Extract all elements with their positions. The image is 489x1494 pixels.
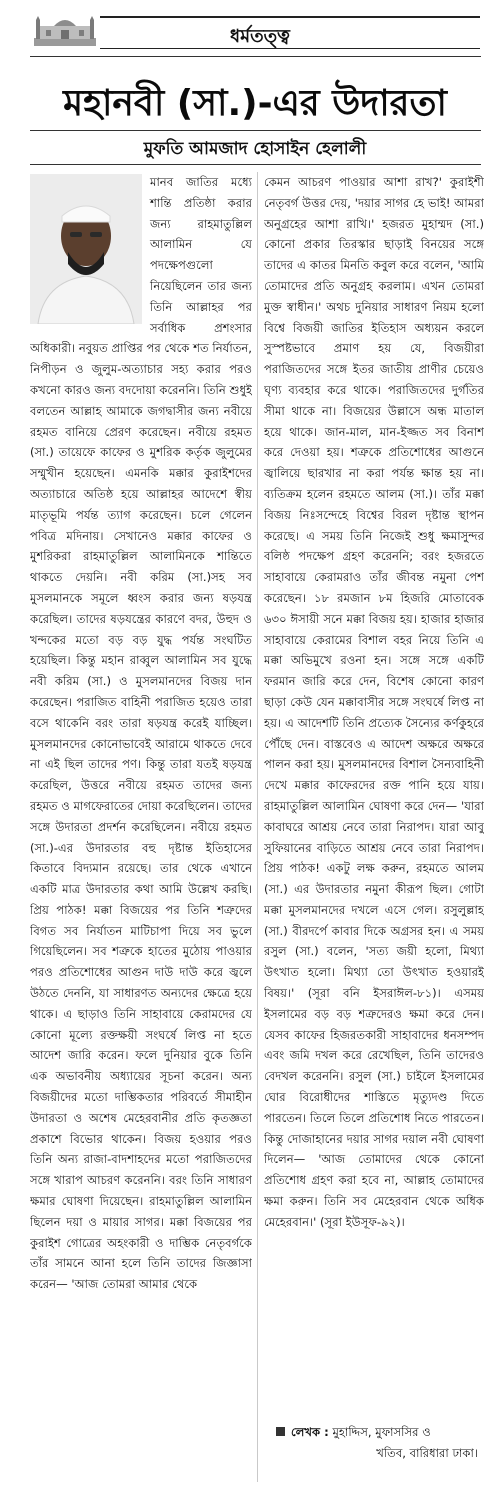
article-column-right: [264, 172, 484, 1412]
banner-top-rule: [100, 16, 480, 18]
banner-bottom-rule: [100, 48, 480, 49]
section-label: ধর্মতত্ত্ব: [230, 26, 290, 47]
author-affiliation: খতিব, বারিধারা ঢাকা।: [376, 1446, 478, 1460]
article-text-right: কেমন আচরণ পাওয়ার আশা রাখ?' কুরাইশী নেতৃবর্গ উত্তর দেয়, 'দয়ার সাগর হে ভাই! আমরা অনুগ্রহের আশা রাখি।' হজরত মুহাম্মদ (সা.) কোনো প্রকার তিরস্কার ছাড়াই বিনয়ের সঙ্গে তাদের এ কাতর মিনতি কবুল করে বলেন, 'আমি তোমাদের প্রতি অনুগ্রহ করলাম। এখন তোমরা মুক্ত স্বাধীন।' অথচ দুনিয়ার সাধারণ নিয়ম হলো বিশ্বে বিজয়ী জাতির ইতিহাস অধ্যয়ন করলে সুস্পষ্টভাবে প্রমাণ হয় যে, বিজয়ীরা পরাজিতদের সঙ্গে ইতর জাতীয় প্রাণীর চেয়েও ঘৃণ্য ব্যবহার করে থাকে। পরাজিতদের দুর্গতির সীমা থাকে না। বিজয়ের উল্লাসে অন্ধ মাতাল হয়ে থাকে। জান-মাল, মান-ইজ্জত সব বিনাশ করে দেওয়া হয়। শত্রুকে প্রতিশোধের আগুনে জ্বালিয়ে ছারখার না করা পর্যন্ত ক্ষান্ত হয় না। ব্যতিক্রম হলেন রহমতে আলম (সা.)। তাঁর মক্কা বিজয় নিঃসন্দেহে বিশ্বের বিরল দৃষ্টান্ত স্থাপন করেছে। এ সময় তিনি নিজেই শুধু ক্ষমাসুন্দর বলিষ্ঠ পদক্ষেপ গ্রহণ করেননি; বরং হজরতে সাহাবায়ে কেরামরাও তাঁর জীবন্ত নমুনা পেশ করেছেন। ১৮ রমজান ৮ম হিজরি মোতাবেক ৬৩০ ঈসায়ী সনে মক্কা বিজয় হয়। হাজার হাজার সাহাবায়ে কেরামের বিশাল বহর নিয়ে তিনি এ মক্কা অভিমুখে রওনা হন। সঙ্গে সঙ্গে একটি ফরমান জারি করে দেন, বিশেষ কোনো কারণ ছাড়া কেউ যেন মক্কাবাসীর সঙ্গে সংঘর্ষে লিপ্ত না হয়। এ আদেশটি তিনি প্রত্যেক সৈন্যের কর্ণকুহরে পৌঁছে দেন। বাস্তবেও এ আদেশ অক্ষরে অক্ষরে পালন করা হয়। মুসলমানদের বিশাল সৈন্যবাহিনী দেখে মক্কার কাফেরদের রক্ত পানি হয়ে যায়। রাহমাতুল্লিল আলামিন ঘোষণা করে দেন— 'যারা কাবাঘরে আশ্রয় নেবে তারা নিরাপদ। যারা আবু সুফিয়ানের বাড়িতে আশ্রয় নেবে তারা নিরাপদ। প্রিয় পাঠক! একটু লক্ষ করুন, রহমতে আলম (সা.) এর উদারতার নমুনা কীরূপ ছিল। গোটা মক্কা মুসলমানদের দখলে এসে গেল। রসুলুল্লাহ (সা.) বীরদর্পে কাবার দিকে অগ্রসর হন। এ সময় রসুল (সা.) বলেন, 'সত্য জয়ী হলো, মিথ্যা উৎখাত হলো। মিথ্যা তো উৎখাত হওয়ারই বিষয়।' (সূরা বনি ইসরাঈল-৮১)। এসময় ইসলামের বড় বড় শত্রুদেরও ক্ষমা করে দেন। যেসব কাফের হিজরতকারী সাহাবাদের ধনসম্পদ এবং জমি দখল করে রেখেছিল, তিনি তাদেরও বেদখল করেননি। রসুল (সা.) চাইলে ইসলামের ঘোর বিরোধীদের শাস্তিতে মৃত্যুদণ্ড দিতে পারতেন। তিলে তিলে প্রতিশোধ নিতে পারতেন। কিন্তু দোজাহানের দয়ার সাগর দয়াল নবী ঘোষণা দিলেন— 'আজ তোমাদের থেকে কোনো প্রতিশোধ গ্রহণ করা হবে না, আল্লাহ তোমাদের ক্ষমা করুন। তিনি সব মেহেরবান থেকে অধিক মেহেরবান।' (সূরা ইউসূফ-৯২)।: [264, 175, 484, 1229]
author-credentials: মুহাদ্দিস, মুফাসসির ও: [332, 1425, 431, 1439]
divider-rule: [30, 56, 481, 57]
section-banner: [30, 10, 480, 50]
mosque-icon: [34, 16, 96, 46]
column-divider: [257, 172, 258, 1482]
divider-rule: [30, 164, 481, 165]
author-label: লেখক :: [291, 1425, 329, 1439]
article-column-left: [30, 172, 252, 1484]
author-portrait-photo: [30, 174, 142, 324]
divider-rule: [30, 130, 481, 131]
author-portrait: [30, 174, 142, 324]
author-note: [276, 1422, 482, 1464]
byline: মুফতি আমজাদ হোসাইন হেলালী: [143, 139, 367, 159]
square-bullet-icon: [276, 1427, 285, 1436]
headline: মহানবী (সা.)-এর উদারতা: [63, 83, 447, 124]
article-text-left: মানব জাতির মধ্যে শান্তি প্রতিষ্ঠা করার জন্য রাহমাতুল্লিল আলামিন যে পদক্ষেপগুলো নিয়েছিলেন তার জন্য তিনি আল্লাহর পর সর্বাধিক প্রশংসার অধিকারী। নবুয়ত প্রাপ্তির পর থেকে শত নির্যাতন, নিপীড়ন ও জুলুম-অত্যাচার সহ্য করার পরও কখনো কারও জন্য বদদোয়া করেননি। তিনি শুধুই বলতেন আল্লাহ আমাকে জগদ্বাসীর জন্য নবীয়ে রহমত বানিয়ে প্রেরণ করেছেন। নবীয়ে রহমত (সা.) তায়েফে কাফের ও মুশরিক কর্তৃক জুলুমের সম্মুখীন হয়েছেন। এমনকি মক্কার কুরাইশদের অত্যাচারে অতিষ্ঠ হয়ে আল্লাহর আদেশে স্বীয় মাতৃভূমি পর্যন্ত ত্যাগ করেছেন। চলে গেলেন পবিত্র মদিনায়। সেখানেও মক্কার কাফের ও মুশরিকরা রাহমাতুল্লিল আলামিনকে শান্তিতে থাকতে দেয়নি। নবী করিম (সা.)সহ সব মুসলমানকে সমূলে ধ্বংস করার জন্য ষড়যন্ত্র করেছিল। তাদের ষড়যন্ত্রের কারণে বদর, উহুদ ও খন্দকের মতো বড় বড় যুদ্ধ পর্যন্ত সংঘটিত হয়েছিল। কিন্তু মহান রাব্বুল আলামিন সব যুদ্ধে নবী করিম (সা.) ও মুসলমানদের বিজয় দান করেছেন। পরাজিত বাহিনী পরাজিত হয়েও তারা বসে থাকেনি বরং তারা ষড়যন্ত্র করেই যাচ্ছিল। মুসলমানদের কোনোভাবেই আরামে থাকতে দেবে না এই ছিল তাদের পণ। কিন্তু তারা যতই ষড়যন্ত্র করেছিল, উত্তরে নবীয়ে রহমত তাদের জন্য রহমত ও মাগফেরাতের দোয়া করেছিলেন। তাদের সঙ্গে উদারতা প্রদর্শন করেছিলেন। নবীয়ে রহমত (সা.)-এর উদারতার বহু দৃষ্টান্ত ইতিহাসের কিতাবে বিদ্যমান রয়েছে। তার থেকে এখানে একটি মাত্র উদারতার কথা আমি উল্লেখ করছি। প্রিয় পাঠক! মক্কা বিজয়ের পর তিনি শত্রুদের বিগত সব নির্যাতন মাটিচাপা দিয়ে সব ভুলে গিয়েছিলেন। সব শত্রুকে হাতের মুঠোয় পাওয়ার পরও প্রতিশোধের আগুন দাউ দাউ করে জ্বলে উঠতে দেননি, যা সাধারণত অন্যদের ক্ষেত্রে হয়ে থাকে। এ ছাড়াও তিনি সাহাবায়ে কেরামদের যে কোনো মূল্যে রক্তক্ষয়ী সংঘর্ষে লিপ্ত না হতে আদেশ জারি করেন। ফলে দুনিয়ার বুকে তিনি এক অভাবনীয় অধ্যায়ের সূচনা করেন। অন্য বিজয়ীদের মতো দাম্ভিকতার পরিবর্তে সীমাহীন উদারতা ও অশেষ মেহেরবানীর প্রতি কৃতজ্ঞতা প্রকাশে বিভোর থাকেন। বিজয় হওয়ার পরও তিনি অন্য রাজা-বাদশাহদের মতো পরাজিতদের সঙ্গে খারাপ আচরণ করেননি। বরং তিনি সাধারণ ক্ষমার ঘোষণা দিয়েছেন। রাহমাতুল্লিল আলামিন ছিলেন দয়া ও মায়ার সাগর। মক্কা বিজয়ের পর কুরাইশ গোত্রের অহংকারী ও দাম্ভিক নেতৃবর্গকে তাঁর সামনে আনা হলে তিনি তাদের জিজ্ঞাসা করেন— 'আজ তোমরা আমার থেকে: [30, 175, 252, 1292]
